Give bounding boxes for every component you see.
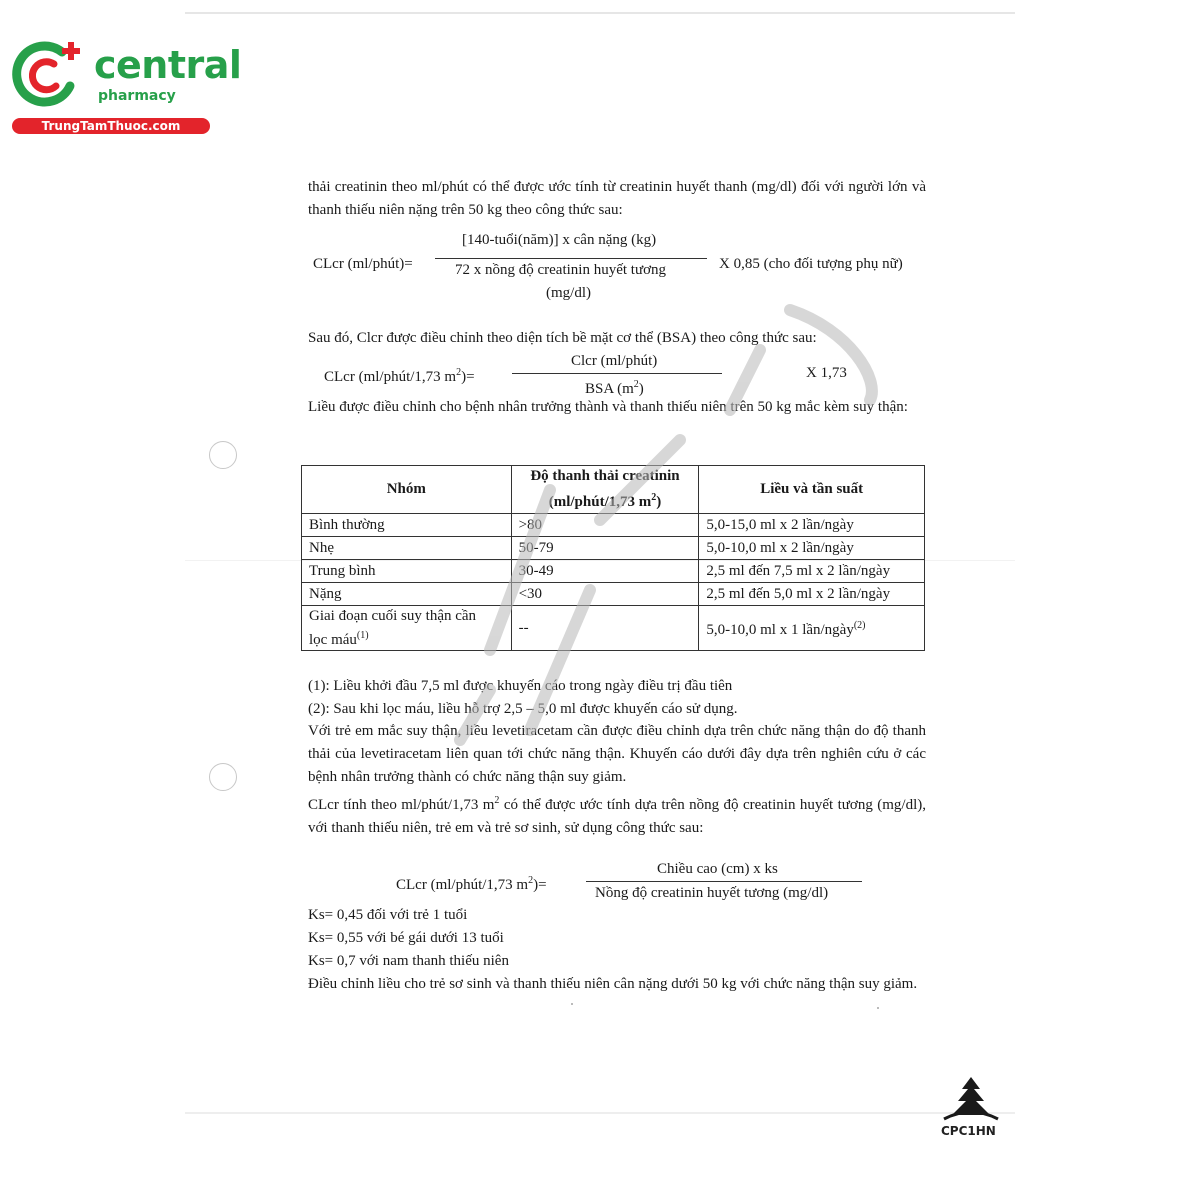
scan-speck — [571, 1003, 573, 1005]
ks-line: Ks= 0,45 đối với trẻ 1 tuổi — [308, 907, 468, 923]
logo-brand-name: central — [94, 43, 242, 87]
cell-group: Trung bình — [302, 560, 512, 583]
cell-group: Nặng — [302, 583, 512, 606]
formula1-denominator-2: (mg/dl) — [546, 285, 591, 301]
cell-dose: 5,0-10,0 ml x 1 lần/ngày$^{(2)}$ — [699, 606, 925, 651]
child-paragraph: Với trẻ em mắc suy thận, liều levetiracetam cần được điều chỉnh dựa trên chức năng thận do độ thanh thải của levetiracetam liên quan tới chức năng thận. Khuyến cáo dưới đây dựa trên nghiên cứu ở các bệnh nhân trưởng thành có chức năng thận suy giảm. — [308, 723, 926, 785]
header-dose: Liều và tần suất — [699, 466, 925, 514]
ks-line: Ks= 0,55 với bé gái dưới 13 tuổi — [308, 930, 504, 946]
formula3-fraction-bar — [586, 881, 862, 882]
clcr-paragraph: CLcr tính theo ml/phút/1,73 $m^2$ có thể được ước tính dựa trên nồng độ creatinin huyết tương (mg/dl), với thanh thiếu niên, trẻ em và trẻ sơ sinh, sử dụng công thức sau: — [308, 795, 926, 836]
formula2-fraction-bar — [512, 373, 722, 374]
formula2-denominator: BSA $(m^2)$ — [585, 379, 644, 397]
formula2-lhs: CLcr (ml/phút/1,73 $m^2)=$ — [324, 367, 475, 385]
formula1-numerator: [140-tuổi(năm)] x cân nặng (kg) — [462, 232, 657, 248]
cell-dose: 2,5 ml đến 5,0 ml x 2 lần/ngày — [699, 583, 925, 606]
logo-brand-sub: pharmacy — [98, 88, 176, 104]
header-clearance: Độ thanh thải creatinin (ml/phút/1,73 $m^2$) — [511, 466, 699, 514]
intro-paragraph: thải creatinin theo ml/phút có thể được ước tính từ creatinin huyết thanh (mg/dl) đối với người lớn và thanh thiếu niên nặng trên 50 kg theo công thức sau: — [308, 179, 926, 218]
page-top-edge — [185, 12, 1015, 14]
cell-group: Bình thường — [302, 514, 512, 537]
pharmacy-cross-icon — [10, 38, 85, 113]
central-pharmacy-logo[interactable] — [10, 38, 242, 138]
cell-group: Nhẹ — [302, 537, 512, 560]
footnote-2: (2): Sau khi lọc máu, liều hỗ trợ 2,5 – 5,0 ml được khuyến cáo sử dụng. — [308, 701, 738, 717]
formula1-factor: X 0,85 (cho đối tượng phụ nữ) — [719, 256, 903, 272]
table-header-row — [302, 466, 925, 514]
formula3-numerator: Chiều cao (cm) x ks — [657, 861, 778, 877]
table-row — [302, 606, 925, 651]
cell-dose: 2,5 ml đến 7,5 ml x 2 lần/ngày — [699, 560, 925, 583]
binder-hole — [209, 763, 237, 791]
bsa-intro: Sau đó, Clcr được điều chỉnh theo diện tích bề mặt cơ thể (BSA) theo công thức sau: — [308, 330, 817, 346]
header-group: Nhóm — [302, 466, 512, 514]
ks-line: Ks= 0,7 với nam thanh thiếu niên — [308, 953, 509, 969]
formula3-denominator: Nồng độ creatinin huyết tương (mg/dl) — [595, 885, 829, 901]
cell-dose: 5,0-15,0 ml x 2 lần/ngày — [699, 514, 925, 537]
final-paragraph: Điều chỉnh liều cho trẻ sơ sinh và thanh thiếu niên cân nặng dưới 50 kg với chức năng thận suy giảm. — [308, 976, 918, 992]
table-row — [302, 560, 925, 583]
scan-speck — [877, 1007, 879, 1009]
binder-hole — [209, 441, 237, 469]
cell-clearance: <30 — [511, 583, 699, 606]
cell-clearance: >80 — [511, 514, 699, 537]
table-row — [302, 514, 925, 537]
cell-clearance: 50-79 — [511, 537, 699, 560]
cell-group: Giai đoạn cuối suy thận cần lọc máu$^{(1)}$ — [302, 606, 512, 651]
cell-clearance: 30-49 — [511, 560, 699, 583]
cell-dose: 5,0-10,0 ml x 2 lần/ngày — [699, 537, 925, 560]
formula1-fraction-bar — [435, 258, 707, 259]
footnote-1: (1): Liều khởi đầu 7,5 ml được khuyến cáo trong ngày điều trị đầu tiên — [308, 678, 733, 694]
formula2-factor: X 1,73 — [806, 365, 847, 381]
formula1-denominator-1: 72 x nồng độ creatinin huyết tương — [455, 262, 667, 278]
page-bottom-edge — [185, 1112, 1015, 1114]
formula1-lhs: CLcr (ml/phút)= — [313, 256, 413, 272]
table-row — [302, 537, 925, 560]
logo-site-link[interactable]: TrungTamThuoc.com — [12, 118, 210, 134]
cpc1hn-logo-text: CPC1HN — [941, 1124, 996, 1138]
formula2-numerator: Clcr (ml/phút) — [571, 353, 658, 369]
formula3-lhs: CLcr (ml/phút/1,73 $m^2)=$ — [396, 875, 547, 893]
adult-intro-paragraph: Liều được điều chỉnh cho bệnh nhân trưởng thành và thanh thiếu niên trên 50 kg mắc kèm suy thận: — [308, 399, 908, 415]
cell-clearance: -- — [511, 606, 699, 651]
dose-table — [301, 465, 925, 651]
table-row — [302, 583, 925, 606]
